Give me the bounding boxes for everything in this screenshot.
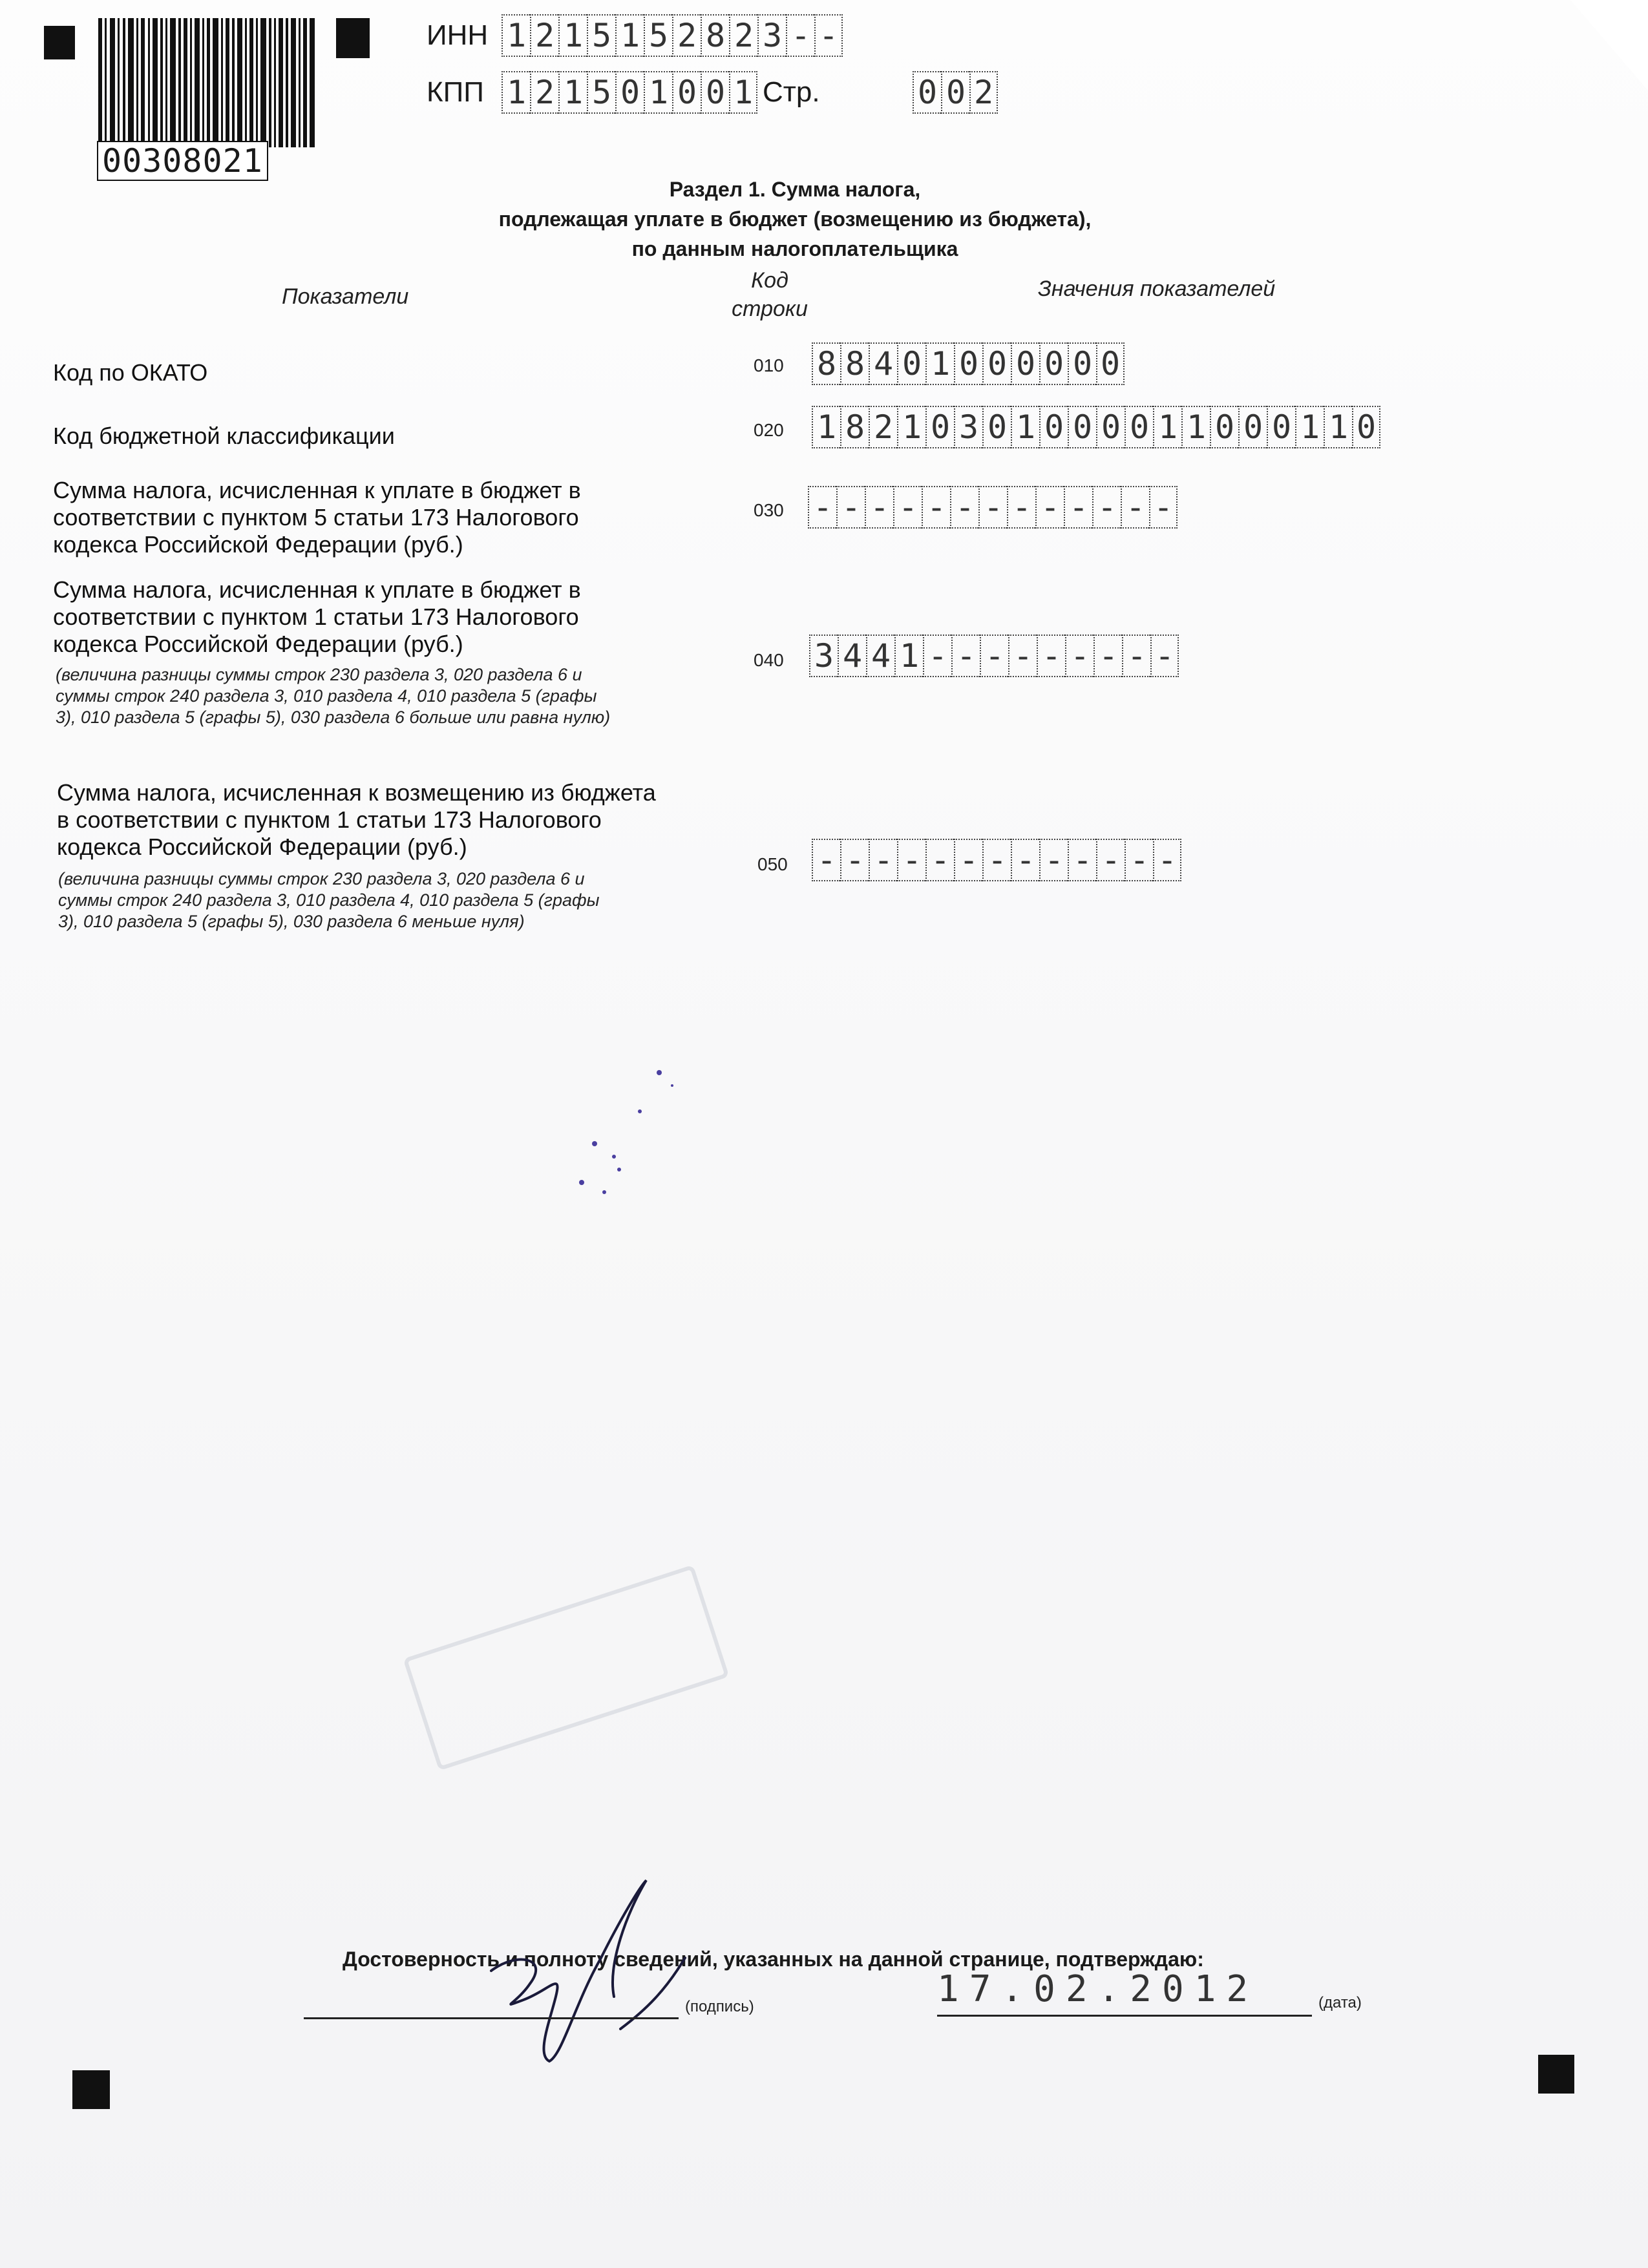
row-010-value-cell[interactable]: 0	[1068, 342, 1096, 385]
row-040-note	[56, 664, 610, 728]
row-030-value-cell[interactable]: -	[836, 486, 865, 529]
row-040-label	[53, 576, 581, 658]
inn-cell[interactable]: 5	[587, 14, 615, 57]
inn-cell[interactable]: 1	[558, 14, 587, 57]
row-040-value-cell[interactable]: -	[1065, 635, 1093, 677]
torn-corner	[1570, 0, 1648, 90]
kpp-cell[interactable]: 5	[587, 71, 615, 114]
signature-caption: (подпись)	[685, 1998, 754, 2015]
row-010-value-cell[interactable]: 8	[840, 342, 869, 385]
row-030-value-field[interactable]	[808, 486, 1178, 529]
column-header-code	[721, 266, 818, 323]
confirmation-text: Достоверность и полноту сведений, указанных на данной странице, подтверждаю:	[343, 1948, 1204, 1971]
section-title	[362, 174, 1228, 264]
kpp-field[interactable]	[502, 71, 757, 114]
kpp-cell[interactable]: 1	[729, 71, 757, 114]
row-030-value-cell[interactable]: -	[1092, 486, 1121, 529]
inn-cell[interactable]: -	[814, 14, 843, 57]
page-number-cell[interactable]: 2	[969, 71, 998, 114]
page-number-field[interactable]	[913, 71, 998, 114]
row-030-label	[53, 477, 581, 558]
row-050-note	[58, 868, 599, 932]
kpp-cell[interactable]: 0	[615, 71, 644, 114]
row-040-value-cell[interactable]: -	[980, 635, 1008, 677]
row-040-value-cell[interactable]: -	[951, 635, 980, 677]
inn-cell[interactable]: 5	[644, 14, 672, 57]
row-020-value-cell[interactable]: 1	[1324, 406, 1352, 448]
section-title-line-2: подлежащая уплате в бюджет (возмещению из бюджета),	[498, 207, 1092, 231]
row-010-value-cell[interactable]: 0	[1039, 342, 1068, 385]
row-020-value-cell[interactable]: 0	[1125, 406, 1153, 448]
row-050-value-cell[interactable]: -	[897, 839, 925, 881]
row-010-value-cell[interactable]: 1	[925, 342, 954, 385]
row-020-value-field[interactable]	[812, 406, 1380, 448]
date-line	[937, 2015, 1312, 2017]
page-number-cell[interactable]: 0	[941, 71, 969, 114]
page-label: Стр.	[763, 76, 820, 108]
row-050-code: 050	[757, 854, 788, 874]
row-050-value-field[interactable]	[812, 839, 1181, 881]
row-040-value-cell[interactable]: -	[1093, 635, 1122, 677]
row-050-label-line-2: в соответствии с пунктом 1 статьи 173 Налогового	[57, 806, 602, 833]
row-040-note-line-3: 3), 010 раздела 5 (графы 5), 030 раздела 6 больше или равна нулю)	[56, 708, 611, 727]
row-030-code: 030	[754, 500, 784, 520]
signature-line	[304, 2017, 679, 2019]
row-010-value-cell[interactable]: 0	[982, 342, 1011, 385]
inn-cell[interactable]: 1	[615, 14, 644, 57]
row-050-value-cell[interactable]: -	[925, 839, 954, 881]
row-010-value-cell[interactable]: 4	[869, 342, 897, 385]
barcode-number-text: 00308021	[97, 141, 268, 181]
row-020-value-cell[interactable]: 0	[1238, 406, 1267, 448]
barcode-number	[97, 138, 317, 184]
row-010-value-cell[interactable]: 0	[897, 342, 925, 385]
row-040-value-cell[interactable]: -	[1150, 635, 1179, 677]
inn-cell[interactable]: 2	[672, 14, 701, 57]
row-040-label-line-1: Сумма налога, исчисленная к уплате в бюджет в	[53, 576, 581, 603]
corner-marker-top-center	[336, 18, 370, 58]
column-header-code-line-1: Код	[751, 268, 788, 293]
row-030-value-cell[interactable]: -	[922, 486, 950, 529]
row-020-label-line: Код бюджетной классификации	[53, 423, 395, 449]
row-010-label	[53, 359, 207, 386]
corner-marker-bottom-right	[1538, 2055, 1574, 2094]
row-050-value-cell[interactable]: -	[1039, 839, 1068, 881]
corner-marker-bottom-left	[72, 2070, 110, 2109]
row-020-value-cell[interactable]: 2	[869, 406, 897, 448]
row-040-label-line-2: соответствии с пунктом 1 статьи 173 Налогового	[53, 604, 579, 630]
row-050-note-line-2: суммы строк 240 раздела 3, 010 раздела 4, 010 раздела 5 (графы	[58, 890, 600, 910]
inn-cell[interactable]: 3	[757, 14, 786, 57]
page-number-cell[interactable]: 0	[913, 71, 941, 114]
row-050-label	[57, 779, 656, 861]
row-040-value-cell[interactable]: 3	[809, 635, 838, 677]
date-caption: (дата)	[1318, 1994, 1362, 2011]
row-020-value-cell[interactable]: 1	[1181, 406, 1210, 448]
row-020-value-cell[interactable]: 8	[840, 406, 869, 448]
kpp-cell[interactable]: 1	[558, 71, 587, 114]
row-020-value-cell[interactable]: 0	[1267, 406, 1295, 448]
row-050-label-line-1: Сумма налога, исчисленная к возмещению из бюджета	[57, 779, 656, 806]
row-030-value-cell[interactable]: -	[978, 486, 1007, 529]
row-020-value-cell[interactable]: 3	[954, 406, 982, 448]
row-010-value-cell[interactable]: 0	[954, 342, 982, 385]
row-020-value-cell[interactable]: 1	[1295, 406, 1324, 448]
barcode	[97, 18, 317, 154]
inn-field[interactable]	[502, 14, 843, 57]
row-040-value-cell[interactable]: 1	[894, 635, 923, 677]
row-030-value-cell[interactable]: -	[893, 486, 922, 529]
row-050-value-cell[interactable]: -	[954, 839, 982, 881]
row-050-value-cell[interactable]: -	[840, 839, 869, 881]
inn-cell[interactable]: 2	[530, 14, 558, 57]
inn-cell[interactable]: 1	[502, 14, 530, 57]
row-020-value-cell[interactable]: 0	[925, 406, 954, 448]
row-040-note-line-2: суммы строк 240 раздела 3, 010 раздела 4, 010 раздела 5 (графы	[56, 686, 597, 706]
barcode-bars	[97, 18, 317, 147]
section-title-line-1: Раздел 1. Сумма налога,	[669, 178, 921, 201]
row-030-value-cell[interactable]: -	[1121, 486, 1149, 529]
row-020-label	[53, 423, 395, 450]
ink-specks	[556, 1060, 685, 1215]
row-020-value-cell[interactable]: 0	[982, 406, 1011, 448]
row-040-value-cell[interactable]: 4	[866, 635, 894, 677]
kpp-cell[interactable]: 1	[644, 71, 672, 114]
row-040-code: 040	[754, 650, 784, 670]
date-value[interactable]: 17.02.2012	[937, 1968, 1259, 2010]
section-title-line-3: по данным налогоплательщика	[631, 237, 958, 260]
row-050-value-cell[interactable]: -	[982, 839, 1011, 881]
row-030-label-line-1: Сумма налога, исчисленная к уплате в бюджет в	[53, 477, 581, 503]
row-030-label-line-3: кодекса Российской Федерации (руб.)	[53, 531, 463, 558]
row-020-value-cell[interactable]: 1	[1011, 406, 1039, 448]
row-050-label-line-3: кодекса Российской Федерации (руб.)	[57, 834, 467, 860]
corner-marker-top-left	[44, 26, 75, 59]
row-020-value-cell[interactable]: 1	[897, 406, 925, 448]
row-050-note-line-1: (величина разницы суммы строк 230 раздела 3, 020 раздела 6 и	[58, 869, 585, 888]
show-through-stamp	[403, 1565, 729, 1771]
row-020-value-cell[interactable]: 0	[1096, 406, 1125, 448]
row-020-value-cell[interactable]: 1	[1153, 406, 1181, 448]
row-050-value-cell[interactable]: -	[1153, 839, 1181, 881]
row-040-label-line-3: кодекса Российской Федерации (руб.)	[53, 631, 463, 657]
row-030-value-cell[interactable]: -	[1149, 486, 1178, 529]
kpp-label: КПП	[427, 76, 484, 108]
kpp-cell[interactable]: 0	[672, 71, 701, 114]
row-010-value-cell[interactable]: 0	[1011, 342, 1039, 385]
row-010-label-line: Код по ОКАТО	[53, 359, 208, 386]
row-040-note-line-1: (величина разницы суммы строк 230 раздела 3, 020 раздела 6 и	[56, 665, 582, 684]
row-020-value-cell[interactable]: 0	[1068, 406, 1096, 448]
row-050-value-cell[interactable]: -	[812, 839, 840, 881]
column-header-values: Значения показателей	[1038, 277, 1276, 301]
row-010-value-field[interactable]	[812, 342, 1125, 385]
column-header-code-line-2: строки	[732, 297, 808, 321]
row-020-value-cell[interactable]: 0	[1039, 406, 1068, 448]
kpp-cell[interactable]: 1	[502, 71, 530, 114]
row-030-value-cell[interactable]: -	[865, 486, 893, 529]
row-020-value-cell[interactable]: 0	[1352, 406, 1380, 448]
row-030-value-cell[interactable]: -	[808, 486, 836, 529]
kpp-cell[interactable]: 2	[530, 71, 558, 114]
row-030-value-cell[interactable]: -	[950, 486, 978, 529]
row-010-value-cell[interactable]: 8	[812, 342, 840, 385]
handwritten-signature	[452, 1861, 698, 2081]
row-030-value-cell[interactable]: -	[1007, 486, 1035, 529]
row-050-value-cell[interactable]: -	[1068, 839, 1096, 881]
row-040-value-field[interactable]	[809, 635, 1179, 677]
row-040-value-cell[interactable]: -	[1037, 635, 1065, 677]
inn-cell[interactable]: -	[786, 14, 814, 57]
column-header-indicators: Показатели	[282, 284, 409, 309]
row-040-value-cell[interactable]: 4	[838, 635, 866, 677]
inn-cell[interactable]: 8	[701, 14, 729, 57]
row-010-code: 010	[754, 355, 784, 375]
inn-label: ИНН	[427, 19, 489, 51]
row-030-value-cell[interactable]: -	[1064, 486, 1092, 529]
row-050-value-cell[interactable]: -	[1125, 839, 1153, 881]
row-030-label-line-2: соответствии с пунктом 5 статьи 173 Налогового	[53, 504, 579, 530]
row-040-value-cell[interactable]: -	[1008, 635, 1037, 677]
row-040-value-cell[interactable]: -	[1122, 635, 1150, 677]
row-030-value-cell[interactable]: -	[1035, 486, 1064, 529]
row-040-value-cell[interactable]: -	[923, 635, 951, 677]
row-010-value-cell[interactable]: 0	[1096, 342, 1125, 385]
row-020-value-cell[interactable]: 0	[1210, 406, 1238, 448]
row-020-code: 020	[754, 420, 784, 440]
row-050-value-cell[interactable]: -	[1011, 839, 1039, 881]
row-050-value-cell[interactable]: -	[869, 839, 897, 881]
kpp-cell[interactable]: 0	[701, 71, 729, 114]
row-050-value-cell[interactable]: -	[1096, 839, 1125, 881]
inn-cell[interactable]: 2	[729, 14, 757, 57]
row-020-value-cell[interactable]: 1	[812, 406, 840, 448]
row-050-note-line-3: 3), 010 раздела 5 (графы 5), 030 раздела 6 меньше нуля)	[58, 912, 525, 931]
